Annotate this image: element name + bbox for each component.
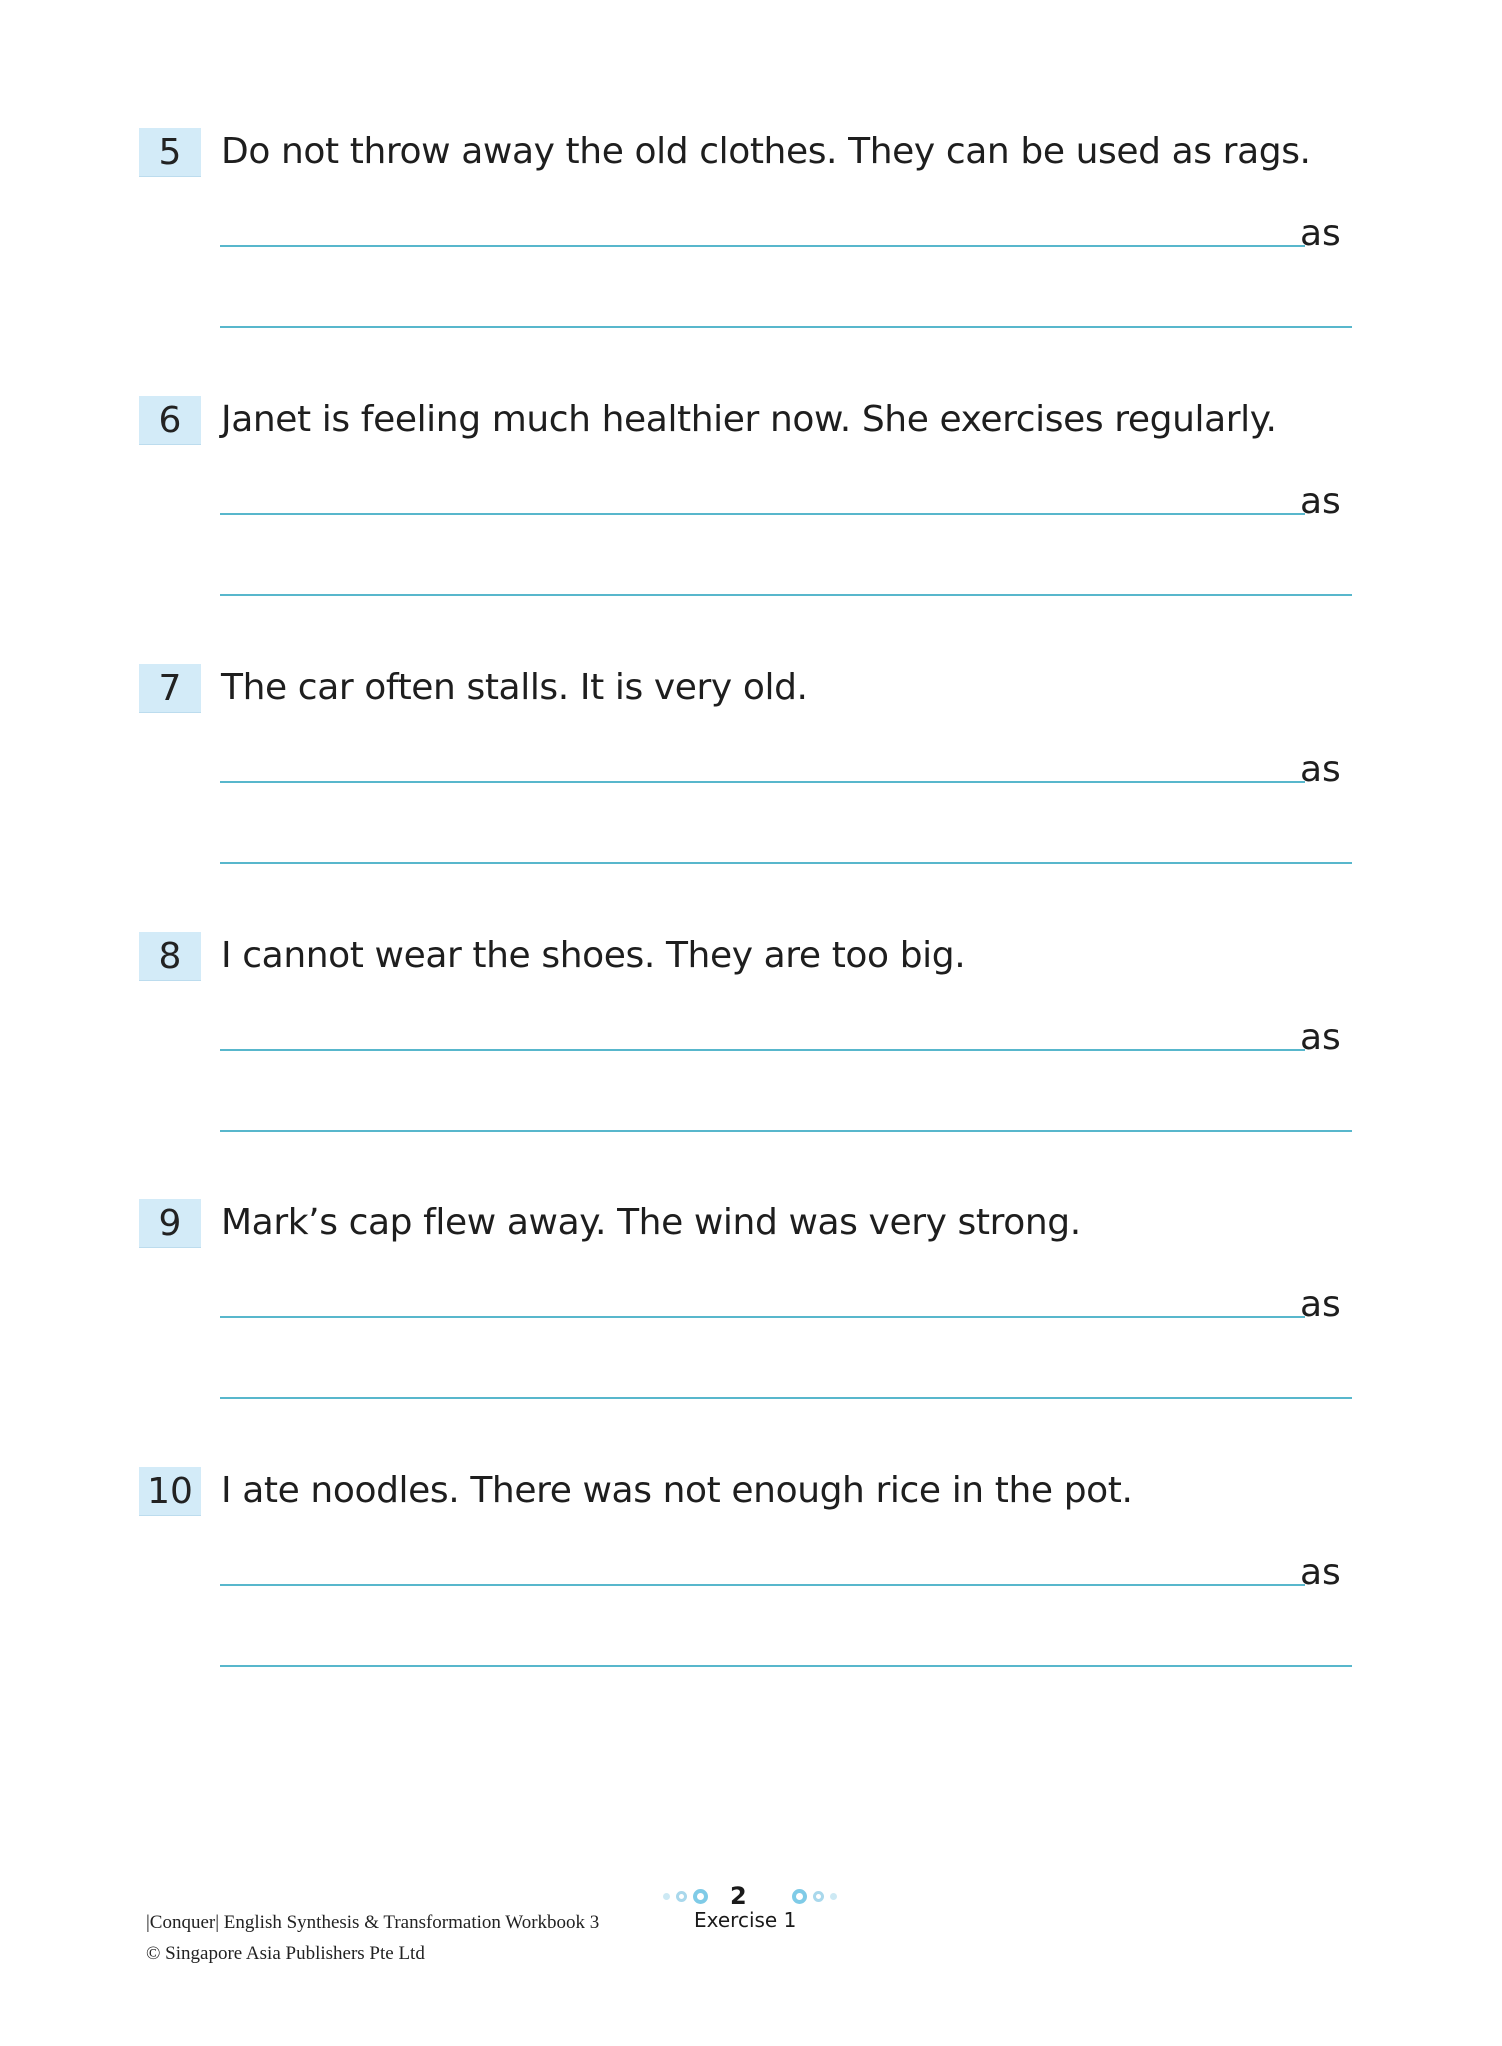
ring-icon xyxy=(693,1889,708,1904)
question-sentence: The car often stalls. It is very old. xyxy=(221,667,808,708)
question-number-box: 10 xyxy=(139,1467,201,1516)
page-number: 2 xyxy=(730,1882,747,1910)
page-dots-right-icon xyxy=(792,1889,837,1904)
question-number-box: 6 xyxy=(139,396,201,445)
question-sentence: Janet is feeling much healthier now. She exercises regularly. xyxy=(221,399,1277,440)
ring-icon xyxy=(676,1891,687,1902)
exercise-label: Exercise 1 xyxy=(694,1908,797,1932)
answer-line-2[interactable] xyxy=(220,862,1352,864)
book-title: |Conquer| English Synthesis & Transformation Workbook 3 xyxy=(146,1912,600,1933)
question-number-box: 5 xyxy=(139,128,201,177)
answer-line-1[interactable] xyxy=(220,245,1305,247)
question-5 xyxy=(0,128,1502,368)
connector-word: as xyxy=(1300,481,1341,522)
page-dots-left-icon xyxy=(663,1889,708,1904)
answer-line-2[interactable] xyxy=(220,1130,1352,1132)
answer-line-2[interactable] xyxy=(220,1397,1352,1399)
question-8 xyxy=(0,932,1502,1172)
connector-word: as xyxy=(1300,1284,1341,1325)
question-number-box: 9 xyxy=(139,1199,201,1248)
dot-icon xyxy=(663,1893,670,1900)
question-sentence: I cannot wear the shoes. They are too big. xyxy=(221,935,966,976)
answer-line-2[interactable] xyxy=(220,594,1352,596)
ring-icon xyxy=(813,1891,824,1902)
question-10 xyxy=(0,1467,1502,1707)
connector-word: as xyxy=(1300,1552,1341,1593)
question-number-box: 8 xyxy=(139,932,201,981)
question-sentence: Mark’s cap flew away. The wind was very strong. xyxy=(221,1202,1081,1243)
connector-word: as xyxy=(1300,1017,1341,1058)
question-number-box: 7 xyxy=(139,664,201,713)
question-sentence: I ate noodles. There was not enough rice in the pot. xyxy=(221,1470,1133,1511)
question-6 xyxy=(0,396,1502,636)
answer-line-2[interactable] xyxy=(220,1665,1352,1667)
answer-line-1[interactable] xyxy=(220,1316,1305,1318)
connector-word: as xyxy=(1300,213,1341,254)
answer-line-1[interactable] xyxy=(220,781,1305,783)
dot-icon xyxy=(830,1893,837,1900)
answer-line-1[interactable] xyxy=(220,1584,1305,1586)
answer-line-1[interactable] xyxy=(220,513,1305,515)
answer-line-1[interactable] xyxy=(220,1049,1305,1051)
question-sentence: Do not throw away the old clothes. They can be used as rags. xyxy=(221,131,1311,172)
copyright: © Singapore Asia Publishers Pte Ltd xyxy=(146,1943,425,1964)
ring-icon xyxy=(792,1889,807,1904)
answer-line-2[interactable] xyxy=(220,326,1352,328)
question-9 xyxy=(0,1199,1502,1439)
question-7 xyxy=(0,664,1502,904)
connector-word: as xyxy=(1300,749,1341,790)
